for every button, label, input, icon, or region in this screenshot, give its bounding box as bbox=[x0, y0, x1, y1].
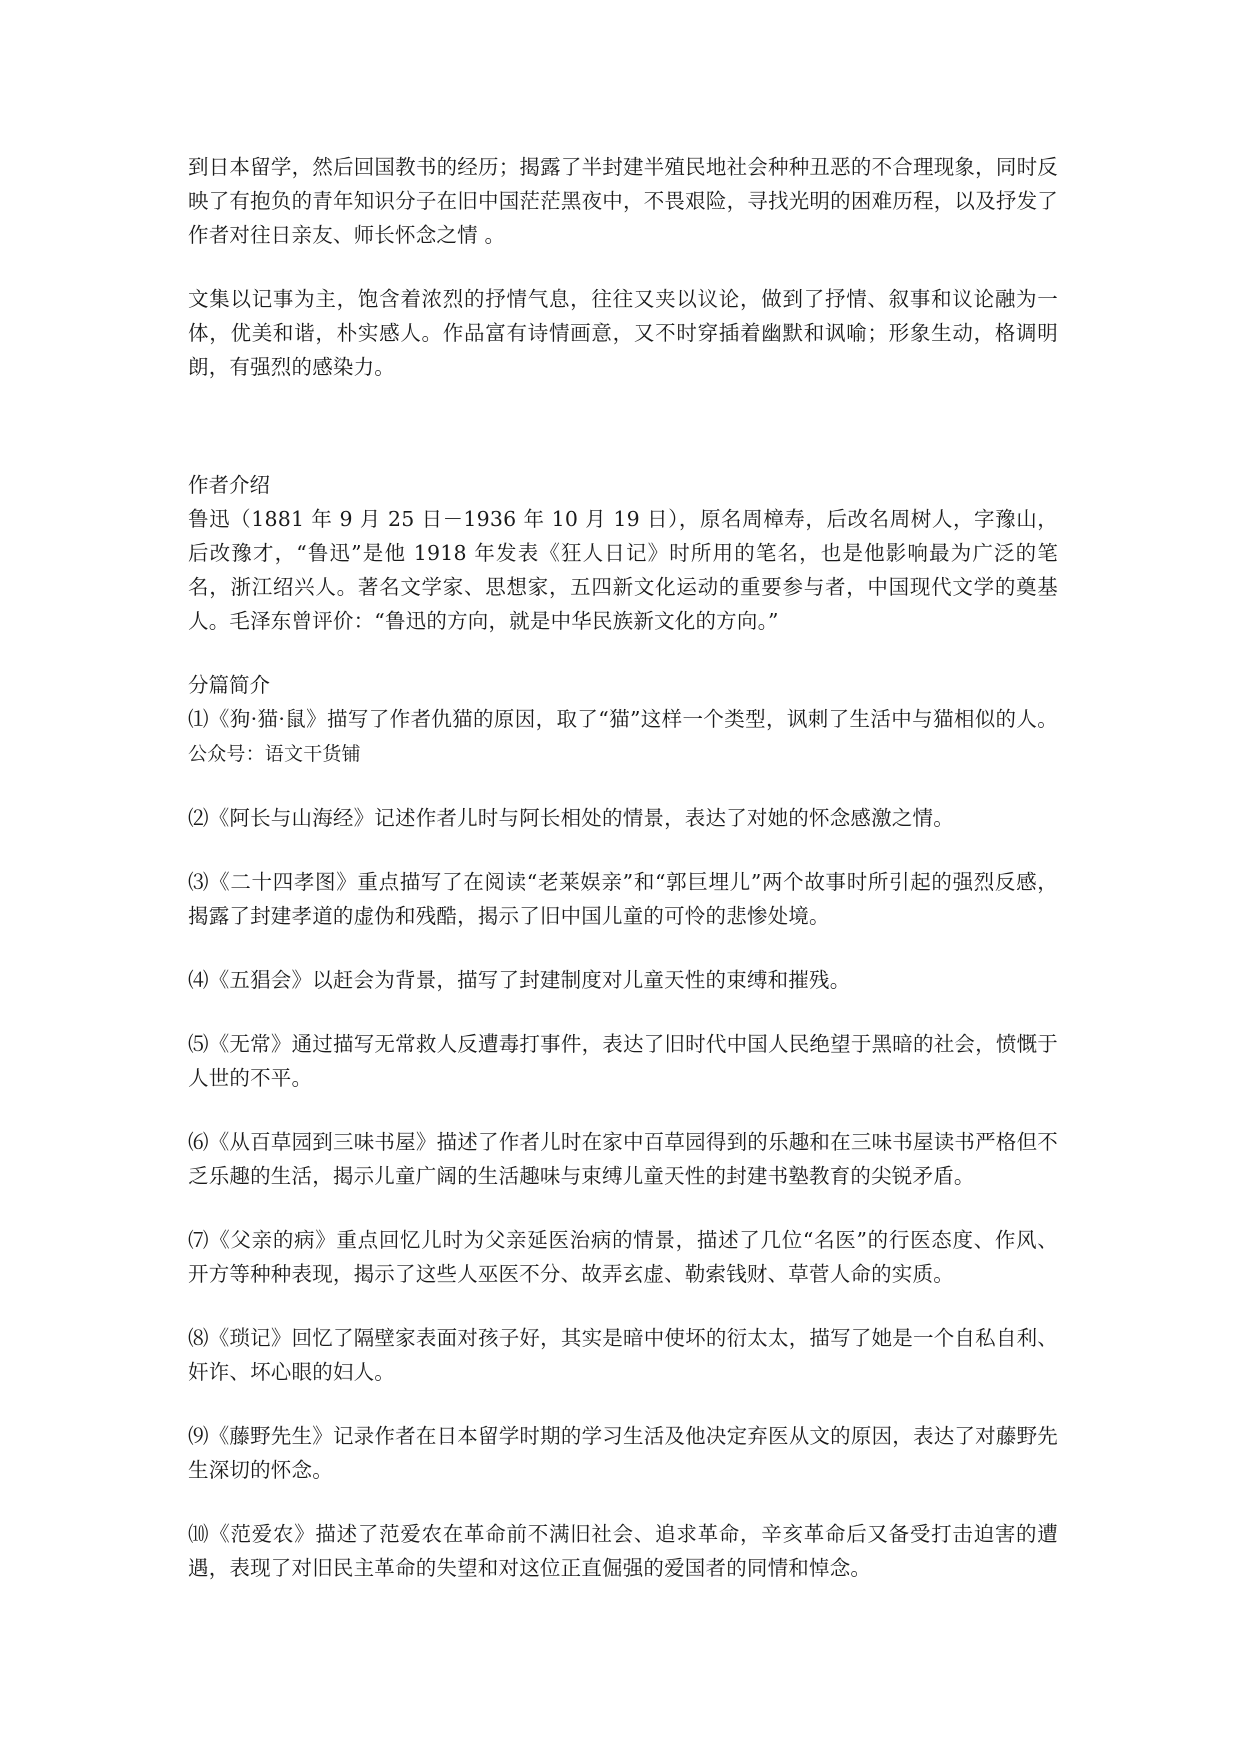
document-page bbox=[188, 150, 1058, 1585]
chapter-item-1 bbox=[188, 702, 1058, 771]
chapter-item-3: ⑶《二十四孝图》重点描写了在阅读“老莱娱亲”和“郭巨埋儿”两个故事时所引起的强烈反感，揭露了封建孝道的虚伪和残酷，揭示了旧中国儿童的可怜的悲惨处境。 bbox=[188, 870, 1058, 928]
chapter-item-2: ⑵《阿长与山海经》记述作者儿时与阿长相处的情景，表达了对她的怀念感激之情。 bbox=[188, 806, 954, 830]
intro-paragraph-2: 文集以记事为主，饱含着浓烈的抒情气息，往往又夹以议论，做到了抒情、叙事和议论融为一体，优美和谐，朴实感人。作品富有诗情画意，又不时穿插着幽默和讽喻；形象生动，格调明朗，有强烈的感染力。 bbox=[188, 287, 1058, 379]
chapter-item-10: ⑽《范爱农》描述了范爱农在革命前不满旧社会、追求革命，辛亥革命后又备受打击迫害的遭遇，表现了对旧民主革命的失望和对这位正直倔强的爱国者的同情和悼念。 bbox=[188, 1522, 1058, 1580]
chapter-item-8: ⑻《琐记》回忆了隔壁家表面对孩子好，其实是暗中使坏的衍太太，描写了她是一个自私自利、奸诈、坏心眼的妇人。 bbox=[188, 1326, 1058, 1384]
chapter-item-9: ⑼《藤野先生》记录作者在日本留学时期的学习生活及他决定弃医从文的原因，表达了对藤野先生深切的怀念。 bbox=[188, 1424, 1058, 1482]
wechat-account-note: 公众号：语文干货铺 bbox=[188, 743, 361, 765]
spacer bbox=[188, 1389, 1058, 1419]
spacer bbox=[188, 997, 1058, 1027]
spacer bbox=[188, 252, 1058, 282]
intro-paragraph-1: 到日本留学，然后回国教书的经历；揭露了半封建半殖民地社会种种丑恶的不合理现象，同时反映了有抱负的青年知识分子在旧中国茫茫黑夜中，不畏艰险，寻找光明的困难历程，以及抒发了作者对往日亲友、师长怀念之情 。 bbox=[188, 155, 1058, 247]
spacer bbox=[188, 1095, 1058, 1125]
chapter-item-6: ⑹《从百草园到三味书屋》描述了作者儿时在家中百草园得到的乐趣和在三味书屋读书严格但不乏乐趣的生活，揭示儿童广阔的生活趣味与束缚儿童天性的封建书塾教育的尖锐矛盾。 bbox=[188, 1130, 1058, 1188]
spacer bbox=[188, 1487, 1058, 1517]
spacer bbox=[188, 384, 1058, 468]
chapter-item-7: ⑺《父亲的病》重点回忆儿时为父亲延医治病的情景，描述了几位“名医”的行医态度、作风、开方等种种表现，揭示了这些人巫医不分、故弄玄虚、勒索钱财、草菅人命的实质。 bbox=[188, 1228, 1058, 1286]
spacer bbox=[188, 1193, 1058, 1223]
spacer bbox=[188, 771, 1058, 801]
spacer bbox=[188, 1291, 1058, 1321]
chapters-heading: 分篇简介 bbox=[188, 673, 270, 697]
chapter-item-5: ⑸《无常》通过描写无常救人反遭毒打事件，表达了旧时代中国人民绝望于黑暗的社会，愤慨于人世的不平。 bbox=[188, 1032, 1058, 1090]
spacer bbox=[188, 638, 1058, 668]
chapter-item-4: ⑷《五猖会》以赶会为背景，描写了封建制度对儿童天性的束缚和摧残。 bbox=[188, 968, 851, 992]
spacer bbox=[188, 835, 1058, 865]
spacer bbox=[188, 933, 1058, 963]
author-paragraph: 鲁迅（1881 年 9 月 25 日－1936 年 10 月 19 日），原名周樟寿，后改名周树人，字豫山，后改豫才，“鲁迅”是他 1918 年发表《狂人日记》时所用的笔名，也是他影响最为广泛的笔名，浙江绍兴人。著名文学家、思想家，五四新文化运动的重要参与者，中国现代文学的奠基人。毛泽东曾评价：“鲁迅的方向，就是中华民族新文化的方向。” bbox=[188, 507, 1058, 633]
author-heading: 作者介绍 bbox=[188, 473, 270, 497]
chapter-item-1-text: ⑴《狗·猫·鼠》描写了作者仇猫的原因，取了“猫”这样一个类型，讽刺了生活中与猫相似的人。 bbox=[188, 707, 1058, 731]
